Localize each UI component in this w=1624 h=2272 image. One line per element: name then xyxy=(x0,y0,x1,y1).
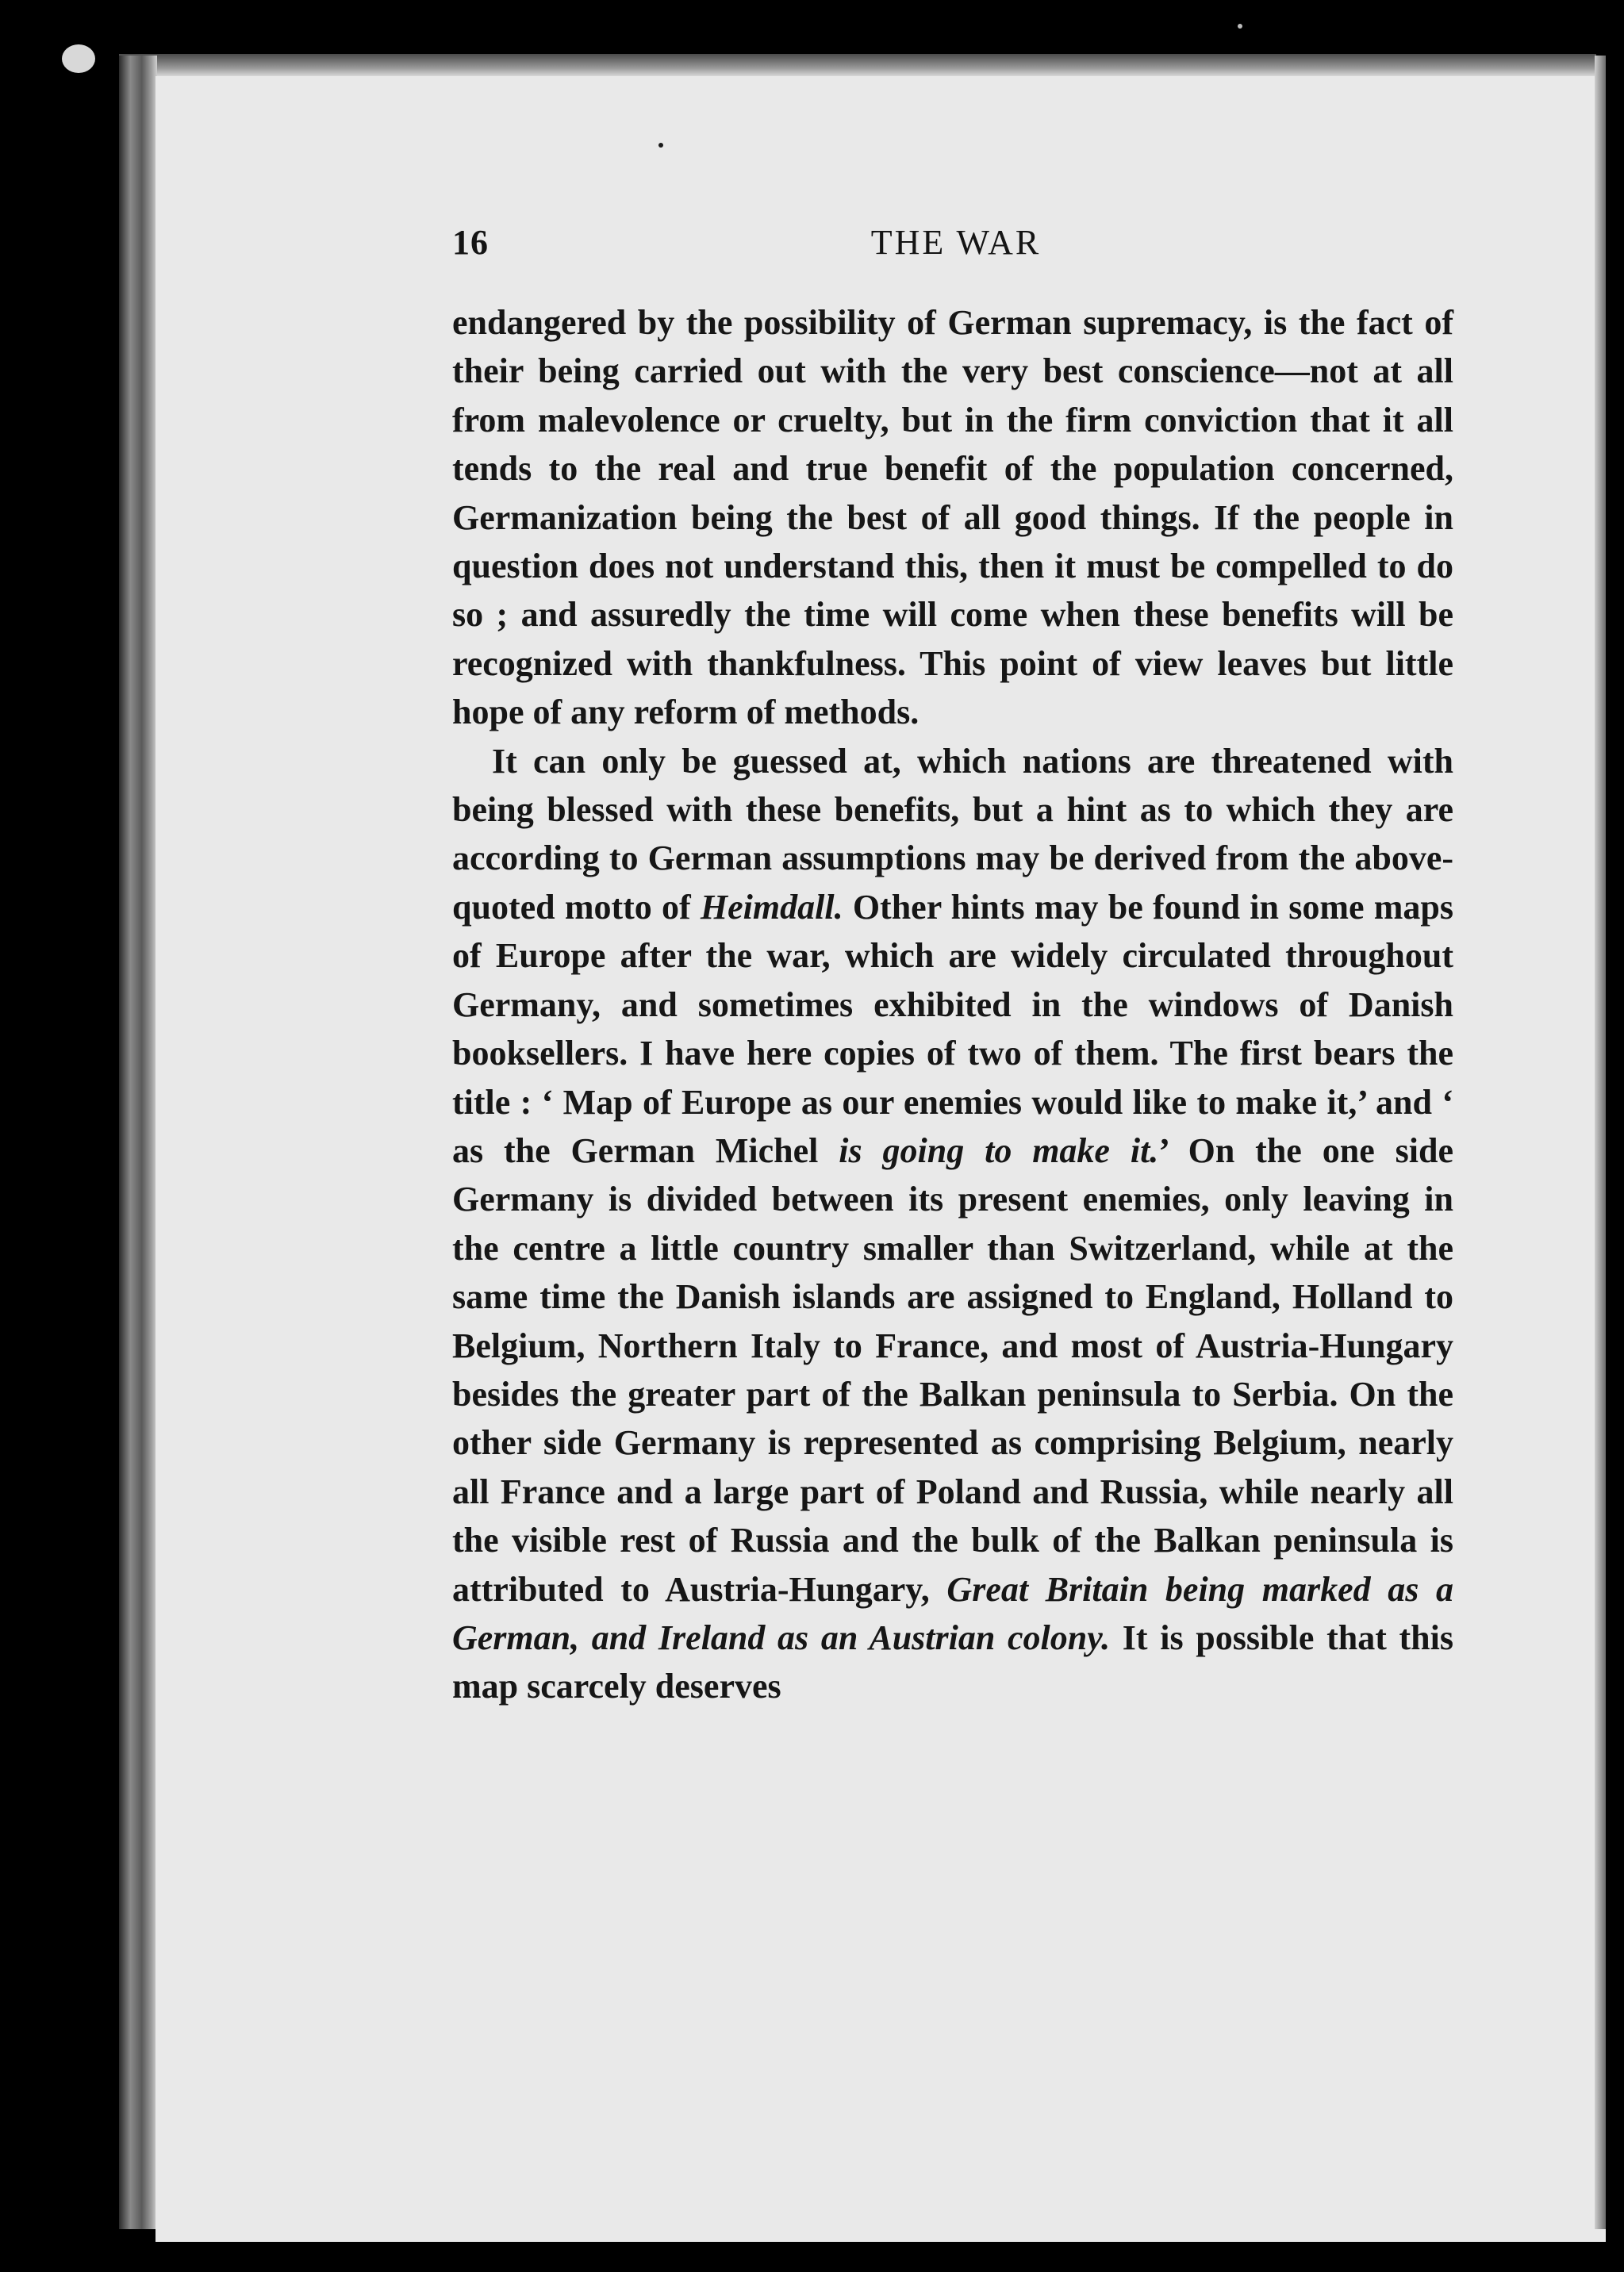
paragraph-1-text: endangered by the possibility of German supremacy, is the fact of their being carried out with the very best conscience—not at all from malevolence or cruelty, but in the firm conviction that it all tends to the real and true benefit of the population concerned, Germanization being the best of all good things. If the people in question does not understand this, then it must be compelled to do so ; and assuredly the time will come when these benefits will be recognized with thankfulness. This point of view leaves but little hope of any reform of methods. xyxy=(452,303,1453,732)
paragraph-2 xyxy=(452,737,1453,1711)
paragraph-2-text-b: Other hints may be found in some maps of Europe after the war, which are widely circulated throughout Germany, and sometimes exhibited in the windows of Danish booksellers. I have here copies of two of them. The first bears the title : ‘ Map of Europe as our enemies would like to make it,’ and ‘ as the German Michel xyxy=(452,887,1454,1170)
paragraph-2-italic-b: is going to make it. xyxy=(839,1130,1159,1170)
running-head: THE WAR xyxy=(870,223,1042,262)
page-body xyxy=(452,298,1453,1711)
scan-speck xyxy=(62,44,95,73)
paragraph-2-italic-c: Great Britain being marked as a German, and Ireland as an Austrian colony. xyxy=(452,1569,1453,1657)
scan-top-edge xyxy=(119,54,1596,78)
scan-speck xyxy=(658,143,663,148)
page-number: 16 xyxy=(452,223,489,262)
page-right-edge xyxy=(1595,56,1606,2229)
page-header xyxy=(452,222,1460,270)
paragraph-2-italic-a: Heimdall. xyxy=(700,887,843,927)
scan-speck xyxy=(1238,24,1242,29)
paragraph-2-text-c: ’ On the one side Germany is divided between its present enemies, only leaving in the centre a little country smaller than Switzerland, while at the same time the Danish islands are assigned to England, Holland to Belgium, Northern Italy to France, and most of Austria-Hungary besides the greater part of the Balkan peninsula to Serbia. On the other side Germany is represented as comprising Belgium, nearly all France and a large part of Poland and Russia, while nearly all the visible rest of Russia and the bulk of the Balkan peninsula is attributed to Austria-Hungary, xyxy=(452,1130,1453,1609)
paragraph-1 xyxy=(452,298,1453,737)
paragraph-2-text-d: It is possible that this map scarcely deserves xyxy=(452,1618,1453,1706)
paragraph-2-text-a: It can only be guessed at, which nations are threatened with being blessed with these benefits, but a hint as to which they are according to German assumptions may be derived from the above-quoted motto of xyxy=(452,741,1453,927)
book-binding-edge xyxy=(119,56,157,2229)
